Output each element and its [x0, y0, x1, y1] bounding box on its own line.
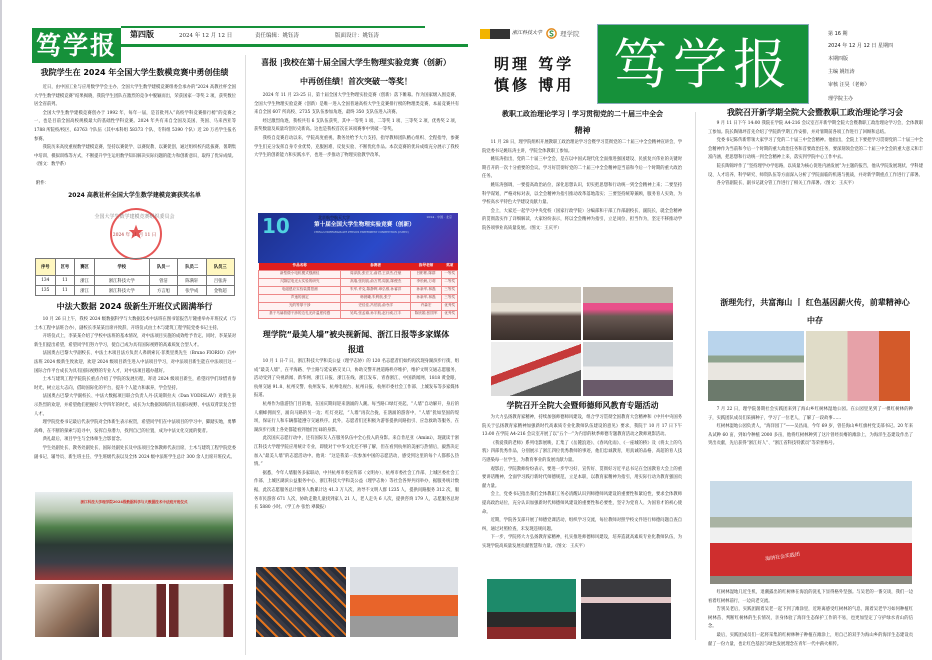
- banner-date: 2024 · 中国 · 北京: [426, 215, 452, 219]
- human-wall-photo: [255, 566, 347, 638]
- article-title-cont: 精神: [574, 126, 591, 135]
- sponsor: 理学院主办: [828, 96, 854, 102]
- editor: 责任编辑：姚钰涛: [255, 33, 300, 39]
- cell: 电磁感应实验装置搭测: [259, 286, 341, 294]
- paragraph: 法国奥古巴黎大学副校长、中法大数据项目联合负责人丹·沃迪斯拉夫（Dan VODISLAV）对新生表示热烈的欢迎，并希望他们把握好大学四年的时光，成长为大数据领域的具有国际视野、中法双背景复合型人才。: [34, 394, 236, 417]
- cell: 张学成: [178, 286, 206, 296]
- award-table: [258, 263, 458, 319]
- tenth-logo: 10: [262, 214, 290, 238]
- paragraph: 法国奥古巴黎大学副校长、中法土木项目法方负责人弗朗索瓦·菲奥里奥先生（Bruno FIORIO）向中法班 2024 级新生致欢迎，欢迎 2024 级项目新生进入中法项目学习，对中法项目新生能在中法项目这一国际合作平台成长为具有国际视野的专业人才，对中法项目越办越好。: [34, 351, 236, 374]
- speaker-photo: [34, 583, 100, 638]
- cell: 金牧超: [206, 286, 234, 296]
- article-body: [254, 92, 459, 212]
- chief-editor: 主编 姚钰涛: [828, 69, 855, 75]
- speaker-photo: [101, 583, 167, 638]
- paragraph: 7 月 22 日，理学院暑期社会实践团来到了海山乡红树林湿地公园。在公园里见到了一棵红树林的种子，实践团队成员们采摘种子，学习了一位老人，了解了一段故事……: [708, 407, 913, 421]
- issue-number: 第 16 期: [828, 31, 848, 37]
- col-header: 作品名称: [259, 263, 341, 270]
- article-title-cont: 报道: [348, 345, 364, 354]
- paragraph: 党委书记陈传新带领大家学习了党的二十届三中全会精神。他指出，全院上下要把学习贯彻党的二十届三中全会精神作为当前和今后一个时期的重大政治任务和首要政治任务，要深刻领会党的二十届三中全会的重大意义和丰富内涵，把思想和行动统一到全会精神上来，落实到学院中心工作中去。: [708, 138, 923, 161]
- paragraph: 我校自竞赛启动以来，学院高度重视，教务处给予大力支持，指导教师团队精心组织、全程指导，参赛学生们充分发挥自身专业优势，克服困难、反复实验、不断优化作品。本次竞赛的优异成绩充分展示了我校大学生的创新能力和实践水平，也进一步推动了物理实验教学改革。: [254, 135, 459, 159]
- cell: 韩晨曦,朱利航,张宁: [341, 294, 410, 302]
- paragraph: 此次国庆志愿行动中，还有国际友人在服务队伍中全心投入的身影。来自肯尼亚（Amini），现就读于浙江科技大学理学院应用统计专业，即使对于中华文化还不够了解，但在看到杭州的美丽与热情后，毅然决定加入“最美人墙”的志愿活动中。他说：“这是我第一次参加中国的志愿活动，感受到这里的每个人都那么热情。”: [254, 436, 459, 468]
- paragraph: 姚钰涛强调，一要提高政治站位，深化思想认识，切实把思想和行动统一到全会精神上来；二要坚持科学谋划，严格对标对表，以全会精神为指引推动改革落地落实；三要坚持统筹兼顾，服务育人实效，为学校高水平特色大学建设贡献力量。: [482, 182, 682, 206]
- photo-banner: 浙江科技大学理学院2024级数据科学与大数据技术中法班开班仪式: [80, 500, 188, 504]
- cell: 三等奖: [442, 286, 458, 294]
- cell: 新型微小电机模式强测仪: [259, 270, 341, 278]
- col-header: 序号: [36, 259, 56, 276]
- university-name: 浙江科技大学: [512, 30, 543, 36]
- paragraph: 学生处副处长、教务处副处长、国际处副处长及中法项目全体教师代表出席，土木与建筑工程学院党委副书记、辅导员、新生班主任、学生班级代表以及全体 2024 级中法班学生总计 300 余人出席开班仪式。: [34, 445, 236, 460]
- competition-banner: [258, 213, 458, 263]
- article-title: 学院召开全院大会暨师德师风教育专题活动: [506, 401, 659, 410]
- table-row: [259, 270, 458, 278]
- paragraph: 近日，由中国工业与应用数学学会主办、全国大学生数学建模竞赛组委会承办的“2024 高教社杯全国大学生数学建模竞赛”结果揭晓，我院学生团队在激烈的竞争中脱颖而出，荣获国家一等奖 2 项，获奖数位居全省前列。: [34, 85, 236, 108]
- paragraph: 红树林湿地公园负责人，“海洋园丁”——吴昌雨，今年 69 岁，曾任海山乡红旗村党支部书记。20 年来从试种 60 亩，到如今种植 2000 多亩，他将红树林种到了这片曾经贫瘠的滩涂上，为海洋生态建设作出了突出贡献，先后获得“浙江好人”、“浙江省科技特派员”等荣誉称号。: [708, 424, 913, 447]
- paragraph: 各分管副院长、副书记就分管工作进行了相关工作部署。（图文：王庆平）: [716, 181, 857, 187]
- cell: 三等奖: [442, 294, 458, 302]
- cell: 陈欣娟,张国军: [410, 310, 441, 318]
- table-row: [259, 294, 458, 302]
- column-divider: [245, 55, 246, 655]
- cell: 浙江科技大学: [94, 286, 149, 296]
- meeting-photo: [582, 286, 674, 341]
- cell: 134: [36, 276, 56, 286]
- award-table: [35, 258, 235, 296]
- issue-date: 2024 年 12 月 12 日: [179, 33, 233, 39]
- banner-school: 北京航空航天大学: [318, 215, 350, 220]
- col-header: 学校: [94, 259, 149, 276]
- paragraph: 2024 年 11 月 23-25 日，第十届全国大学生物理实验竞赛（创新）落下帷幕。作为国家级入围竞赛，全国大学生物理实验竞赛（创新）是唯一进入全国普通高校大学生竞赛排行榜的物理类竞赛，本届竞赛共有来自全国 607 所高校、2735 支队伍参加角逐，最终 350 支队伍进入决赛。: [254, 93, 459, 116]
- cell: 优秀奖: [442, 310, 458, 318]
- table-header-row: [36, 259, 235, 276]
- paragraph: 全国大学生数学建模竞赛创办于 1992 年，每年一届，是首批列入“高校学科竞赛排行榜”的竞赛之一，也是目前全国高校规模最大的基础性学科竞赛。2024 年共有来自全国及美国、英国、马来西亚等 1788 所院校/校区、63763 个队伍（其中本科组 58373 个队、专科组 5390 个队）近 20 万名学生报名参赛。: [34, 110, 236, 142]
- cell: 声速的测定: [259, 294, 341, 302]
- cell: 李松帆,万莉: [410, 278, 441, 286]
- table-row: [259, 310, 458, 318]
- attachment-label: 附件：: [36, 181, 49, 186]
- cell: 二等奖: [442, 278, 458, 286]
- university-logo-mark: [490, 29, 510, 39]
- paragraph: 经过激烈角逐，我校共有 6 支队伍获奖，其中一等奖 1 项、二等奖 1 项、三等奖 2 项、优秀奖 2 项，获奖数量及质量均创历史新高。这也是我校首次在该项赛事中突破一等奖。: [254, 118, 459, 133]
- cell: 史佳佳,冯伯凯,俞寺洋: [341, 302, 410, 310]
- header-rule: [121, 44, 468, 47]
- audience-photo: [580, 578, 672, 640]
- university-logo-mark: [480, 29, 490, 39]
- article-body: [254, 358, 459, 564]
- team-banner-text: 海纳社会实践团: [764, 551, 801, 563]
- col-header: 赛区: [75, 259, 95, 276]
- interview-photo: [805, 330, 911, 402]
- cell: 穴隔层电光太实验的研究: [259, 278, 341, 286]
- article-title: 理学院“最美人墙”被央视新闻、浙江日报等多家媒体: [262, 330, 450, 339]
- paragraph: 《我爱我的老师》系列电影展映，汇集了《岳麓浪迹》、《春风化雨》、《一座城的桥》及《将太上的乌鸦》四部优秀作品，分别展示了浙江四位优秀教师的事迹，他们忠诚教育，用真诚的品格、高超的育人技巧感染每一位学生，为教育事业的发展贡献力量。: [482, 440, 682, 463]
- col-header: 指导老师: [410, 263, 441, 270]
- article-body: [34, 316, 236, 488]
- paragraph: 最后，实践团成员们一起将采集的红树林种子种植在滩涂上，用自己的双手为海山乡的海洋生态建设贡献了一份力量，也让红色基因与绿色发展理念在青年一代中薪火相传。: [708, 632, 913, 647]
- paragraph: 近期，学院各支部开展了师德党课活动，组织学习交流，每位教师对照学校文件进行师德问题自查自纠，通过对照检查，未发现违规问题。: [482, 518, 682, 532]
- article-title: 喜报 |我校在第十届全国大学生物理实验竞赛（创新）: [261, 58, 451, 67]
- motto-line: 慎修 博用: [494, 76, 575, 94]
- masthead-logo: 笃学报: [597, 24, 809, 104]
- cell: 光的等厚干涉: [259, 302, 341, 310]
- paragraph: 会上，党委书记指出我们全体教职工务必清醒认识到师德师风建设的重要性和紧迫性，要求全体教师提高政治站位，充分认识加强新时代师德师风建设的重要性和必要性，坚守为党育人、为国育才的初心使命。: [482, 492, 682, 515]
- cell: 许森宏: [410, 302, 441, 310]
- team-photo: [709, 480, 913, 585]
- table-row: [259, 302, 458, 310]
- edition-label: 第四版: [130, 29, 154, 39]
- column-divider: [695, 112, 696, 640]
- article-title-cont: 中再创佳绩！首次突破一等奖！: [300, 77, 412, 86]
- paragraph: 姚钰涛指出，党的二十届三中全会，是在以中国式现代化全面推进强国建设、民族复兴伟业的关键时期召开的一次十分重要的会议。学习好贯彻好党的二十届三中全会精神是当前和今后一个时期的重大政治任务。: [482, 157, 682, 180]
- cell: 周泽凯,张宏文,俞君,王泽杰,任豪: [341, 270, 410, 278]
- masthead-logo: 笃学报: [32, 28, 121, 63]
- speaker-photo: [168, 583, 234, 638]
- cell: 浙江: [75, 276, 95, 286]
- col-header: 队员一: [149, 259, 177, 276]
- paragraph: 10 月 1 日-7 日，浙江科技大学和美公益（理学志协）的 120 名志愿者们如约再次现身湖滨步行街，组成“最美人墙”，在平海路、学士路与延安路交叉口，协助交警开展道路秩序维护，维护文明交通志愿服务，活动受到了央视新闻、新华网、浙江日报、浙江在线、浙江发布、青春浙江、中国新闻网、1818 黄金眼、杭州交通 91.8、杭州交警、杭州发布、杭州电视台、杭州日报、杭州市委社会工作部、上城发布等多家媒体报道。: [254, 359, 459, 399]
- issue-date: 2024 年 12 月 12 日 星期四: [828, 43, 893, 49]
- page-count: 本期四版: [828, 56, 849, 62]
- cell: 高瑞,张钧凯,俞万贯,周凯,陈俊杰: [341, 278, 410, 286]
- meeting-photo: [490, 341, 582, 397]
- banner-title: 第十届全国大学生物理实验竞赛（创新）: [314, 222, 415, 228]
- cell: 浙江科技大学: [94, 276, 149, 286]
- cell: 11: [55, 286, 75, 296]
- paragraph: 10 月 26 日上午，我校 2024 级数据科学与大数据技术中法班在图书馆报告厅隆重举办开班仪式（与土木工程中法班合办），副校长李某某出席并致辞，开班仪式由土木与建筑工程学院党委书记主持。: [34, 317, 236, 331]
- paragraph: 会上，大家还一起学习中央党校（国家行政学院）分编部和干部工作部副校长、副院长，就全会精神的贯彻落实作了详细解读，大家纷纷表示，将以全会精神为指引，立足岗位、担当作为，坚定不移推动学院各项事业高质量发展。（图文：王庆平）: [482, 208, 682, 231]
- motto-line: 明理 笃学: [494, 55, 575, 73]
- col-header: 队员二: [178, 259, 206, 276]
- paragraph: 观影后，学院教师纷纷表示，要进一步学习好、宣传好、贯彻好习近平总书记在全国教育大会上的重要讲话精神，全面学习践行新时代师德规范，立足本职，以教育家精神为指引，用实际行动为教育强国贡献力量。: [482, 466, 682, 489]
- volunteers-photo: [349, 566, 459, 638]
- paragraph: 土木与建筑工程学院院长重点介绍了学院的发展历程，寄语 2024 级项目新生，希望同学们珍惜青春时光，树立远大志向，借助国际化的平台，提升个人能力和素养，学会坚持。: [34, 377, 236, 391]
- paragraph: 告别吴老后，实践团跟着吴老一起下到了滩涂里，近距离感受红树林的气息，跟着吴老学习如何种植红树林苗、判断红树林的生长情况，亲身体验了海洋生态保护工作的不易，也更加坚定了守护绿水青山的信念。: [708, 607, 913, 630]
- cell: 135: [36, 286, 56, 296]
- article-body: [708, 120, 923, 292]
- header-rule: [121, 26, 425, 28]
- article-title: 我院召开新学期全院大会暨教职工政治理论学习会: [727, 108, 903, 117]
- article-title: 教职工政治理论学习丨学习贯彻党的二十届三中全会: [502, 110, 663, 118]
- paragraph: 理学院党委书记最后代表学院对全体新生表示祝贺，希望同学们在中法项目的学习中，脚踏实地，勇攀高峰，在不断的探索与追寻中，发挥自身潜力，找到自己的位置，成为中法文化交流的使者。: [34, 420, 236, 434]
- article-title-cont: 中存: [807, 316, 823, 325]
- cell: 孙新军,林磊: [410, 286, 441, 294]
- cell: 朱军,许克,陈静辉,章弘维,孙睿洋: [341, 286, 410, 294]
- article-body: [34, 84, 236, 170]
- paragraph: 我院历来高度重视数学建模竞赛，坚持以赛促学、以赛促教、以赛促创，通过组织校内选拔赛、暑期集中培训、模拟训练等方式，不断提升学生运用数学知识解决实际问题的能力和创新意识，取得了优异成绩。（图文：数学系）: [34, 145, 236, 168]
- cell: 方言旭: [149, 286, 177, 296]
- group-photo: [34, 491, 234, 581]
- table-row: [36, 276, 235, 286]
- paragraph: 杭州作为旅游热门目的地，在国庆期间迎来汹涌的人潮。每当路口绿灯亮起，“人墙”自动解开，身后的人潮蜂拥而至，涌向马路的另一边；红灯亮起，“人墙”再次合拢，在汹涌的游客中，“人墙”犹如坚固的堤坝，保证行人和车辆都能遵守交通秩序。此外，志愿者们还积极为游客提供问路指引、应急救助等服务，在湖滨步行街上各处都能看到他们忙碌的身影。: [254, 401, 459, 433]
- col-header: 奖项: [442, 263, 458, 270]
- paragraph: 典礼最后，项目学生与全体师生合影留念。: [42, 437, 125, 443]
- award-list-title: 2024 高教社杯全国大学生数学建模竞赛获奖名单: [68, 192, 201, 199]
- cell: 陈满轩: [178, 276, 206, 286]
- issuer: 全国大学生数学建模竞赛组织委员会: [94, 214, 175, 220]
- lecture-photo: [486, 578, 577, 640]
- banner-subtitle: CHINA UNDERGRADUATE PHYSICS EXPERIMENT COMPETITION (CUPEC): [314, 231, 409, 234]
- col-header: 队员三: [206, 259, 234, 276]
- article-body: [708, 406, 913, 475]
- paragraph: 下一步，学院将大力弘扬教育家精神，扎实推进师德师风建设，培养造就高素质专业化教师队伍，为实现学院高质量发展贡献智慧和力量。（图文：王庆平）: [482, 535, 682, 549]
- article-body: [482, 414, 682, 577]
- cell: 一等奖: [442, 270, 458, 278]
- cell: 优秀奖: [442, 302, 458, 310]
- cell: 吴鸣,张孟瑜,孙宇航,赵行威,江丰: [341, 310, 410, 318]
- table-header-row: [259, 263, 458, 270]
- right-page: [466, 0, 932, 660]
- paragraph: 为大力弘扬教育家精神，持续加强师德师风建设，组合学习贯彻全国教育大会精神和《中共中央国务院关于弘扬教育家精神加强新时代高素质专业化教师队伍建设的意见》要求，我院于 10 月 17 日下午 13:00 在学院 A4-216 会议室开展了以“五个一”为内容的秋季师德专题教育活动之教师观影活动。: [482, 415, 682, 438]
- article-body: [708, 589, 913, 649]
- paragraph: 院长陶锦坪作了“坚持理学办学思路，以质量为核心促进内涵发展”为主题的报告，他从学院发展现状、学科建设、人才培养、科学研究、师资队伍等方面深入分析了学院面临的机遇与挑战，并对新学期重点工作进行了部署。: [708, 163, 923, 178]
- college-name: 理学院: [560, 30, 580, 38]
- cell: 孙新军,林磊: [410, 294, 441, 302]
- designer: 版面设计：姚钰涛: [335, 33, 380, 39]
- cell: 吕张涛: [206, 276, 234, 286]
- cell: 11: [55, 276, 75, 286]
- paragraph: 开班仪式上，李某某介绍了学校中法班的基本情况，对中法项目实施的成效给予肯定。同时，李某某对新生们提出希望，希望同学们努力学习，使自己成为具有国际视野的高素质复合型人才。: [34, 334, 236, 348]
- table-row: [259, 286, 458, 294]
- paragraph: 11 月 28 日，理学院组织开展教职工政治理论学习会暨学习贯彻党的二十届三中全会精神宣讲会，学院党委书记姚钰涛主讲，学院全体教职工参加。: [482, 140, 682, 154]
- article-body: [482, 139, 682, 285]
- interview-photo: [707, 330, 805, 402]
- paragraph: 据悉，今年人墙服务多家联动，中共杭州市委宣传部（文明办）、杭州市委社会工作部、上城区委社会工作部、上城区湖滨公益服务中心、浙江科技大学和美公益（理学志协）等社会各界共同举办，据服务统计数据，此次志愿服务总计服务人数累计达 41.3 万人次，劝导不文明人群 1235 人，提供问路服务 312 次，服务市民游客 671 人次，协助走散儿童找到家人 21 人，老人走失 6 人次，提供咨询 179 人，志愿服务总时长 5880 小时。（学工办 张怡 翠微报）: [254, 470, 459, 511]
- college-logo-icon: [546, 28, 557, 39]
- cell: 吕彬彬,陈群: [410, 270, 441, 278]
- cell: 曾洁: [149, 276, 177, 286]
- paragraph: 红树林湿地几近生机，退潮露出的红树林在海浪的洗礼下显得格外坚强。与吴老的一番交谈，我们一边看着红树林前行，一边向老交流。: [708, 590, 913, 604]
- table-row: [36, 286, 235, 296]
- article-title: 浙理先行，共富海山 丨 红色基因薪火传，前辈精神心: [720, 298, 910, 307]
- col-header: 参赛者: [341, 263, 410, 270]
- cell: 浙江: [75, 286, 95, 296]
- table-row: [259, 278, 458, 286]
- col-header: 区号: [55, 259, 75, 276]
- reviewer: 审核 汪昊（老师）: [828, 82, 870, 88]
- issue-date: 2024 年 11 月 11 日: [112, 233, 157, 238]
- meeting-photo: [490, 286, 582, 341]
- article-title: 我院学生在 2024 年全国大学生数模竞赛中勇创佳绩: [40, 68, 229, 77]
- meeting-photo: [582, 341, 674, 397]
- paragraph: 9 月 11 日下午 14:00 我院在学院 A4-216 会议室召开新学期全院大会暨教职工政治理论学习会，全体教职工参加。院长陶锦坪首先介绍了学院新学期工作安排，并对暑期前各项工作进行了回顾和总结。: [708, 121, 923, 135]
- cell: 基于马赫曾德干涉的边孔光纤温度传感: [259, 310, 341, 318]
- article-title: 中法大数据 2024 级新生开班仪式圆满举行: [56, 302, 213, 311]
